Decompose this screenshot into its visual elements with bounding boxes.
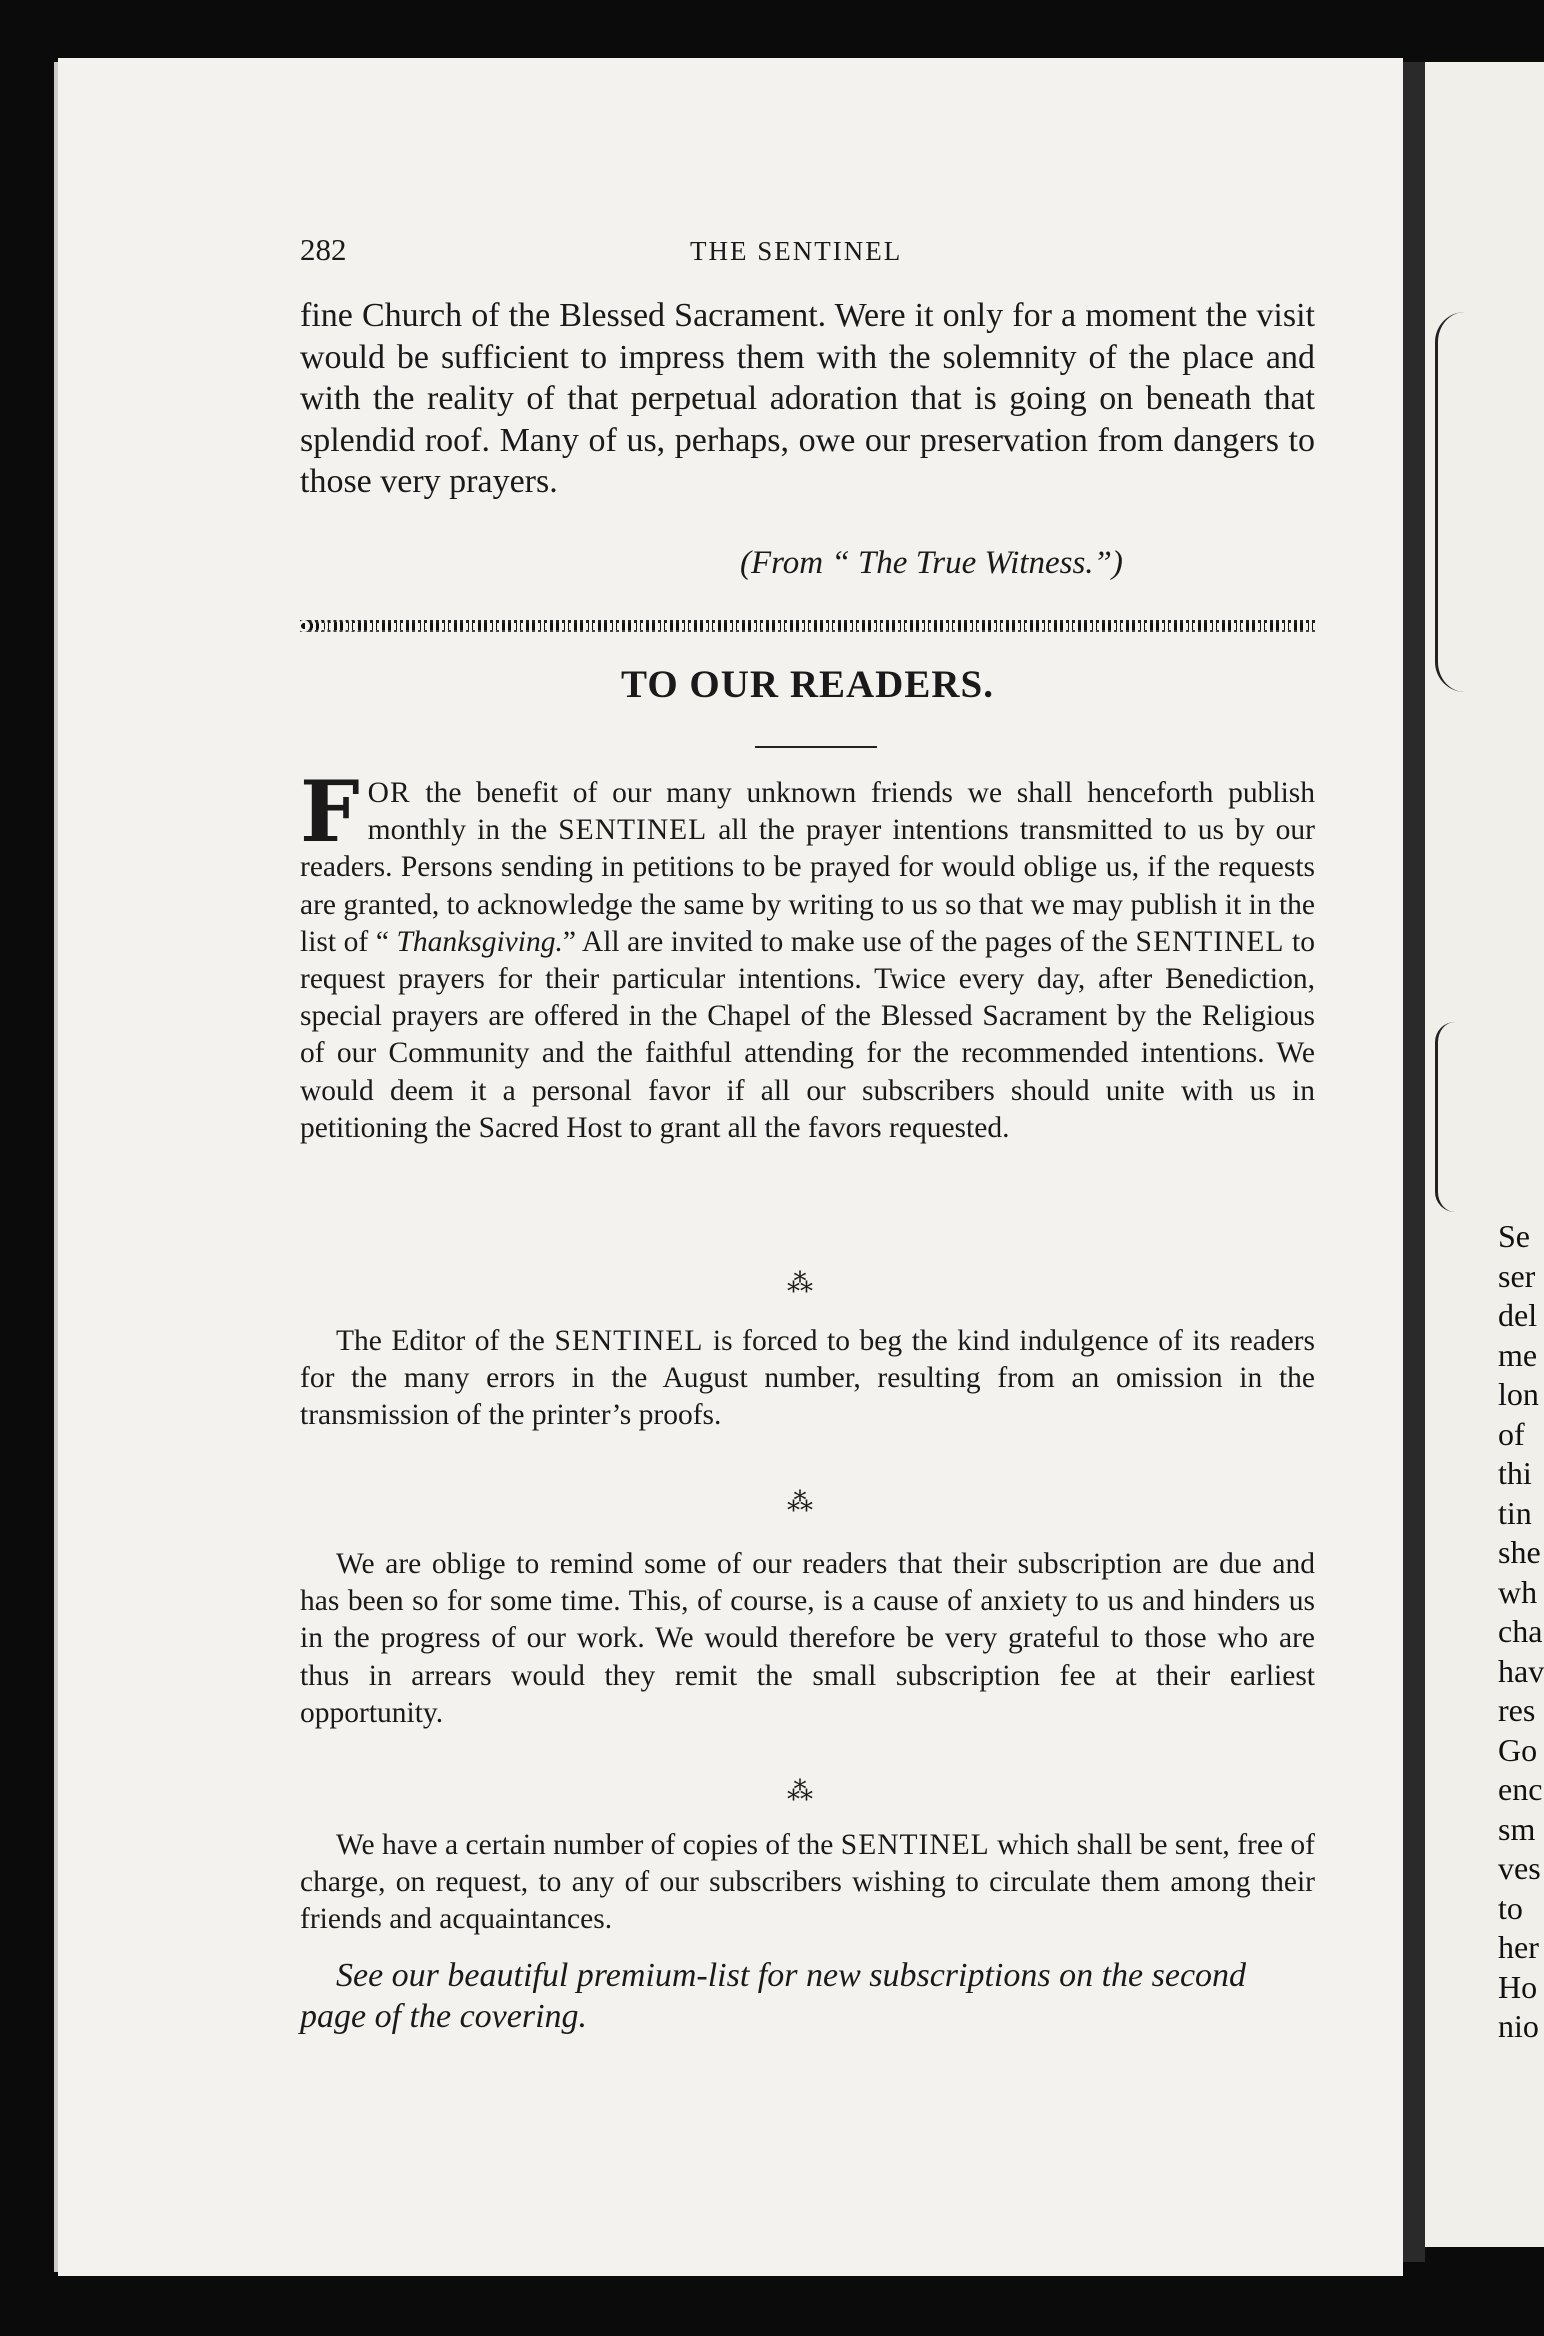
facing-page-ornament (1435, 312, 1498, 692)
paragraph-text: to request prayers for their particular intentions. Twice every day, after Benediction, special prayers are offered in the Chapel of the Blessed Sacrament by the Religious of our Community and the faithful attending for the recommended intentions. We would deem it a personal favor if all our subscribers should unite with us in petitioning the Sacred Host to grant all the favors requested. (300, 925, 1315, 1144)
paragraph-text: ” All are invited to make use of the pages of the (562, 925, 1136, 958)
facing-page-fragment: hav (1498, 1652, 1544, 1689)
subscription-paragraph: We are oblige to remind some of our readers that their subscription are due and has been so for some time. This, of course, is a cause of anxiety to us and hinders us in the progress of our work. We would therefore be very grateful to those who are thus in arrears would they remit the small subscription fee at their earliest opportunity. (300, 1548, 1315, 1729)
asterism-separator: ⁂ (787, 1488, 813, 1517)
facing-page-fragment: lon (1498, 1376, 1539, 1412)
section-title: TO OUR READERS. (621, 663, 994, 706)
drop-cap: F (300, 762, 360, 861)
facing-page-fragment: ser (1498, 1257, 1536, 1294)
facing-page-fragment: me (1498, 1336, 1538, 1373)
paragraph-text: all the prayer intentions transmitted to us by our readers. Persons sending in petitions to be prayed for would oblige us, if the requests are granted, to acknowledge the same by writing to us so that we may publish it in the list of “ (300, 814, 1315, 958)
sentinel-name: SENTINEL (840, 1829, 990, 1861)
readers-paragraph (300, 762, 1315, 1147)
running-head: THE SENTINEL (690, 236, 903, 266)
paragraph-text: The Editor of the (336, 1325, 555, 1357)
facing-page-fragment: Go (1498, 1731, 1538, 1768)
copies-paragraph (300, 1827, 1315, 1939)
facing-page-fragment: sm (1498, 1810, 1536, 1847)
facing-page-fragment: of (1498, 1415, 1525, 1452)
facing-page-fragment: enc (1498, 1771, 1543, 1807)
facing-page (1425, 62, 1544, 2247)
facing-page-fragment: to (1498, 1889, 1523, 1926)
facing-page-fragment: ves (1498, 1850, 1541, 1886)
paragraph-text: We have a certain number of copies of the (336, 1829, 841, 1861)
page-header (300, 232, 955, 272)
facing-page-ornament (1435, 1022, 1498, 1212)
sentinel-name: SENTINEL (554, 1325, 704, 1357)
facing-page-fragment: res (1498, 1692, 1536, 1728)
facing-page-fragment: Ho (1498, 1968, 1538, 2005)
facing-page-fragment: del (1498, 1297, 1538, 1333)
facing-page-fragment: Se (1498, 1218, 1530, 1254)
book-gutter (1403, 62, 1425, 2262)
asterism-separator: ⁂ (787, 1777, 813, 1806)
lead-caps: OR (367, 777, 411, 809)
facing-page-fragment: she (1498, 1534, 1541, 1570)
paragraph-text: which shall be sent, free of charge, on request, to any of our subscribers wishing to circulate them among their friends and acquaintances. (300, 1829, 1315, 1936)
premium-note: See our beautiful premium-list for new subscriptions on the second page of the covering. (300, 1957, 1247, 2035)
facing-page-fragment: wh (1498, 1573, 1538, 1610)
sentinel-name: SENTINEL (558, 814, 708, 847)
facing-page-fragment: her (1498, 1929, 1539, 1965)
asterism-separator: ⁂ (787, 1269, 813, 1298)
lead-paragraph: fine Church of the Blessed Sacrament. Were it only for a moment the visit would be sufficient to impress them with the solemnity of the place and with the reality of that perpetual adoration that is going on beneath that splendid roof. Many of us, perhaps, owe our preservation from dangers to those very prayers. (300, 297, 1315, 500)
ornamental-rule (300, 620, 1315, 632)
sentinel-name: SENTINEL (1135, 925, 1285, 958)
paragraph-text: the benefit of our many unknown friends we shall henceforth publish monthly in the (367, 777, 1315, 847)
thanksgiving-term: Thanksgiving. (396, 925, 563, 958)
facing-page-text (1498, 1217, 1544, 2047)
page-number: 282 (300, 232, 347, 267)
facing-page-fragment: cha (1498, 1613, 1543, 1649)
paragraph-text: is forced to beg the kind indulgence of its readers for the many errors in the August number, resulting from an omission in the transmission of the printer’s proofs. (300, 1325, 1315, 1432)
facing-page-fragment: thi (1498, 1455, 1532, 1491)
editor-paragraph (300, 1323, 1315, 1435)
title-underline (755, 746, 877, 748)
facing-page-fragment: tin (1498, 1494, 1532, 1531)
attribution: (From “ The True Witness.”) (740, 545, 1123, 581)
facing-page-fragment: nio (1498, 2008, 1539, 2044)
